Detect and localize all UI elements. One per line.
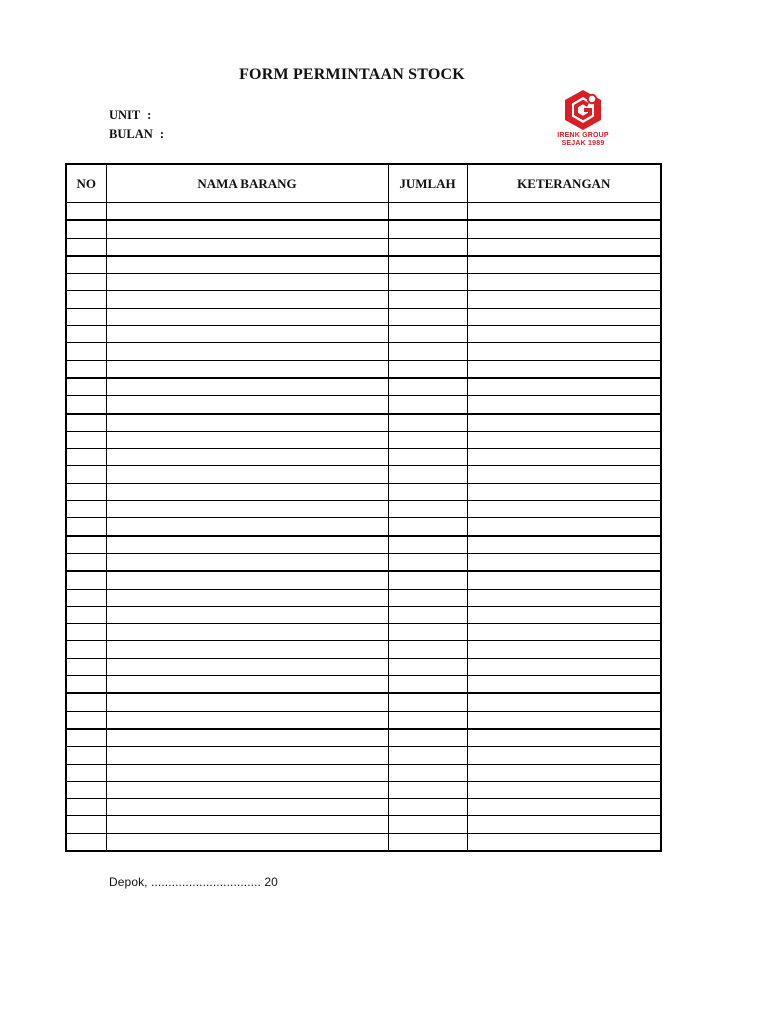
cell-no <box>66 553 106 571</box>
cell-nama-barang <box>106 536 388 554</box>
table-row <box>66 799 661 816</box>
cell-keterangan <box>467 693 661 711</box>
table-row <box>66 203 661 221</box>
cell-nama-barang <box>106 641 388 658</box>
cell-no <box>66 729 106 747</box>
logo-brand-since: SEJAK 1989 <box>561 140 605 147</box>
cell-no <box>66 676 106 694</box>
cell-nama-barang <box>106 571 388 589</box>
cell-no <box>66 203 106 221</box>
cell-jumlah <box>388 274 467 291</box>
cell-keterangan <box>467 658 661 675</box>
cell-no <box>66 238 106 256</box>
cell-nama-barang <box>106 274 388 291</box>
table-row <box>66 764 661 781</box>
cell-keterangan <box>467 764 661 781</box>
cell-keterangan <box>467 414 661 432</box>
place-date-line: Depok, ................................ 20 <box>109 875 278 889</box>
cell-nama-barang <box>106 589 388 606</box>
table-row <box>66 360 661 378</box>
header-no: NO <box>66 164 106 203</box>
cell-nama-barang <box>106 676 388 694</box>
cell-nama-barang <box>106 483 388 500</box>
cell-jumlah <box>388 729 467 747</box>
cell-keterangan <box>467 256 661 274</box>
cell-nama-barang <box>106 606 388 623</box>
cell-keterangan <box>467 466 661 483</box>
cell-nama-barang <box>106 360 388 378</box>
cell-jumlah <box>388 396 467 414</box>
table-row <box>66 676 661 694</box>
cell-jumlah <box>388 658 467 675</box>
form-title: FORM PERMINTAAN STOCK <box>239 66 465 83</box>
cell-no <box>66 466 106 483</box>
cell-jumlah <box>388 641 467 658</box>
cell-no <box>66 378 106 396</box>
stock-request-table <box>65 163 662 852</box>
table-row <box>66 571 661 589</box>
table-row <box>66 256 661 274</box>
cell-keterangan <box>467 501 661 518</box>
cell-keterangan <box>467 747 661 764</box>
cell-no <box>66 483 106 500</box>
logo-brand-name: IRENK GROUP <box>557 132 609 139</box>
cell-nama-barang <box>106 220 388 238</box>
cell-no <box>66 501 106 518</box>
cell-keterangan <box>467 378 661 396</box>
cell-nama-barang <box>106 501 388 518</box>
cell-jumlah <box>388 466 467 483</box>
cell-nama-barang <box>106 466 388 483</box>
cell-keterangan <box>467 833 661 851</box>
cell-nama-barang <box>106 238 388 256</box>
bulan-separator: : <box>159 127 165 141</box>
table-row <box>66 466 661 483</box>
cell-jumlah <box>388 343 467 360</box>
cell-jumlah <box>388 536 467 554</box>
table-row <box>66 483 661 500</box>
cell-keterangan <box>467 326 661 343</box>
bulan-label: BULAN <box>109 127 153 141</box>
cell-keterangan <box>467 711 661 729</box>
cell-nama-barang <box>106 833 388 851</box>
cell-no <box>66 606 106 623</box>
cell-nama-barang <box>106 658 388 675</box>
cell-keterangan <box>467 729 661 747</box>
cell-nama-barang <box>106 308 388 325</box>
cell-keterangan <box>467 624 661 641</box>
cell-no <box>66 641 106 658</box>
cell-keterangan <box>467 360 661 378</box>
cell-nama-barang <box>106 747 388 764</box>
cell-jumlah <box>388 764 467 781</box>
cell-nama-barang <box>106 816 388 833</box>
bulan-field <box>109 127 164 142</box>
cell-no <box>66 693 106 711</box>
cell-no <box>66 220 106 238</box>
table-row <box>66 326 661 343</box>
cell-jumlah <box>388 553 467 571</box>
table-row <box>66 378 661 396</box>
table-row <box>66 274 661 291</box>
table-row <box>66 308 661 325</box>
cell-nama-barang <box>106 378 388 396</box>
cell-nama-barang <box>106 414 388 432</box>
cell-no <box>66 658 106 675</box>
table-row <box>66 606 661 623</box>
cell-no <box>66 781 106 798</box>
cell-nama-barang <box>106 343 388 360</box>
table-row <box>66 624 661 641</box>
cell-jumlah <box>388 711 467 729</box>
table-row <box>66 816 661 833</box>
table-row <box>66 291 661 308</box>
cell-jumlah <box>388 291 467 308</box>
table-row <box>66 658 661 675</box>
cell-nama-barang <box>106 431 388 448</box>
table-row <box>66 220 661 238</box>
cell-no <box>66 414 106 432</box>
cell-keterangan <box>467 536 661 554</box>
table-row <box>66 729 661 747</box>
cell-jumlah <box>388 571 467 589</box>
cell-no <box>66 747 106 764</box>
cell-jumlah <box>388 589 467 606</box>
cell-jumlah <box>388 747 467 764</box>
unit-field <box>109 108 151 123</box>
cell-no <box>66 308 106 325</box>
cell-keterangan <box>467 571 661 589</box>
cell-nama-barang <box>106 711 388 729</box>
table-row <box>66 589 661 606</box>
cell-no <box>66 326 106 343</box>
company-logo <box>552 88 614 152</box>
cell-nama-barang <box>106 553 388 571</box>
cell-jumlah <box>388 203 467 221</box>
cell-jumlah <box>388 360 467 378</box>
cell-keterangan <box>467 220 661 238</box>
cell-keterangan <box>467 799 661 816</box>
cell-no <box>66 764 106 781</box>
table-row <box>66 518 661 536</box>
cell-keterangan <box>467 781 661 798</box>
header-jumlah: JUMLAH <box>388 164 467 203</box>
header-keterangan: KETERANGAN <box>467 164 661 203</box>
table-row <box>66 711 661 729</box>
cell-no <box>66 624 106 641</box>
table-row <box>66 449 661 466</box>
cell-jumlah <box>388 799 467 816</box>
irenk-group-logo-icon <box>561 88 605 132</box>
cell-keterangan <box>467 431 661 448</box>
cell-keterangan <box>467 518 661 536</box>
cell-no <box>66 396 106 414</box>
cell-jumlah <box>388 816 467 833</box>
cell-nama-barang <box>106 764 388 781</box>
cell-jumlah <box>388 256 467 274</box>
unit-separator: : <box>147 108 152 122</box>
cell-keterangan <box>467 553 661 571</box>
table-row <box>66 396 661 414</box>
cell-jumlah <box>388 449 467 466</box>
header-nama-barang: NAMA BARANG <box>106 164 388 203</box>
table-row <box>66 693 661 711</box>
cell-no <box>66 274 106 291</box>
cell-keterangan <box>467 396 661 414</box>
cell-keterangan <box>467 238 661 256</box>
cell-jumlah <box>388 308 467 325</box>
cell-jumlah <box>388 220 467 238</box>
cell-no <box>66 711 106 729</box>
cell-nama-barang <box>106 256 388 274</box>
cell-keterangan <box>467 308 661 325</box>
cell-keterangan <box>467 291 661 308</box>
cell-nama-barang <box>106 518 388 536</box>
cell-nama-barang <box>106 203 388 221</box>
cell-no <box>66 799 106 816</box>
cell-nama-barang <box>106 729 388 747</box>
table-row <box>66 641 661 658</box>
cell-jumlah <box>388 693 467 711</box>
table-row <box>66 343 661 360</box>
cell-nama-barang <box>106 449 388 466</box>
cell-jumlah <box>388 833 467 851</box>
cell-nama-barang <box>106 326 388 343</box>
table-row <box>66 501 661 518</box>
cell-no <box>66 360 106 378</box>
cell-keterangan <box>467 203 661 221</box>
cell-no <box>66 571 106 589</box>
cell-jumlah <box>388 624 467 641</box>
cell-nama-barang <box>106 624 388 641</box>
table-row <box>66 414 661 432</box>
cell-nama-barang <box>106 799 388 816</box>
cell-jumlah <box>388 431 467 448</box>
cell-nama-barang <box>106 291 388 308</box>
cell-keterangan <box>467 676 661 694</box>
cell-nama-barang <box>106 693 388 711</box>
cell-jumlah <box>388 378 467 396</box>
cell-no <box>66 291 106 308</box>
cell-no <box>66 431 106 448</box>
cell-jumlah <box>388 501 467 518</box>
cell-no <box>66 833 106 851</box>
cell-no <box>66 518 106 536</box>
cell-no <box>66 256 106 274</box>
cell-jumlah <box>388 606 467 623</box>
table-row <box>66 747 661 764</box>
cell-keterangan <box>467 589 661 606</box>
table-row <box>66 833 661 851</box>
cell-no <box>66 536 106 554</box>
table-row <box>66 781 661 798</box>
cell-keterangan <box>467 449 661 466</box>
cell-keterangan <box>467 606 661 623</box>
table-body <box>66 203 661 851</box>
cell-jumlah <box>388 518 467 536</box>
cell-jumlah <box>388 414 467 432</box>
cell-jumlah <box>388 483 467 500</box>
table-row <box>66 238 661 256</box>
table-row <box>66 553 661 571</box>
cell-jumlah <box>388 676 467 694</box>
cell-jumlah <box>388 781 467 798</box>
cell-no <box>66 589 106 606</box>
cell-jumlah <box>388 326 467 343</box>
cell-keterangan <box>467 483 661 500</box>
cell-keterangan <box>467 816 661 833</box>
table-row <box>66 536 661 554</box>
cell-keterangan <box>467 343 661 360</box>
cell-jumlah <box>388 238 467 256</box>
unit-label: UNIT <box>109 108 141 122</box>
cell-keterangan <box>467 641 661 658</box>
cell-no <box>66 816 106 833</box>
table-row <box>66 431 661 448</box>
cell-keterangan <box>467 274 661 291</box>
table-header-row <box>66 164 661 203</box>
cell-no <box>66 343 106 360</box>
cell-nama-barang <box>106 781 388 798</box>
cell-nama-barang <box>106 396 388 414</box>
cell-no <box>66 449 106 466</box>
